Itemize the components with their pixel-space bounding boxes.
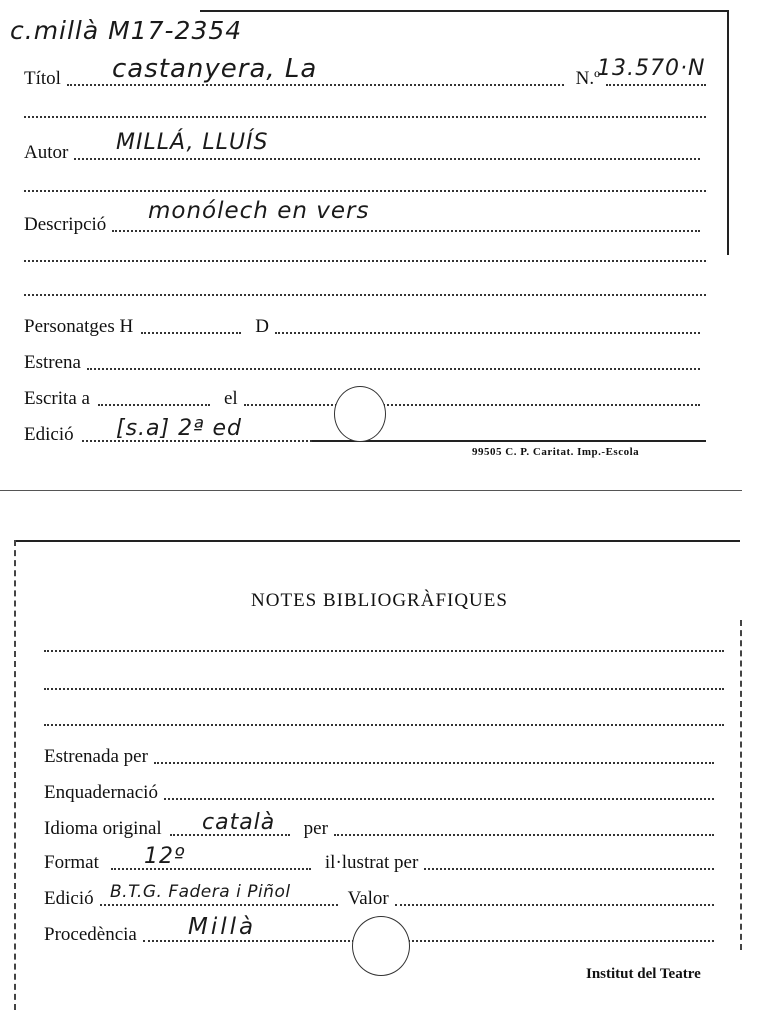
written-el-label: el	[223, 388, 238, 409]
number-line	[606, 84, 706, 86]
title-value: castanyera, La	[112, 54, 318, 84]
language-value: català	[202, 810, 276, 835]
written-date-line	[244, 404, 700, 406]
author-label: Autor	[24, 142, 69, 163]
number-value: 13.570·N	[597, 56, 706, 81]
title-label: Títol	[24, 68, 61, 89]
edition-value: [s.a] 2ª ed	[116, 416, 242, 441]
format-value: 12º	[144, 844, 186, 869]
punch-hole	[334, 386, 386, 442]
premiere-row	[24, 348, 706, 374]
written-label: Escrita a	[24, 388, 90, 409]
edition-solid-line	[312, 440, 706, 442]
format-line	[111, 868, 311, 870]
premiere-label: Estrena	[24, 352, 81, 373]
description-line	[112, 230, 700, 232]
edition-line	[100, 904, 338, 906]
characters-d-line	[275, 332, 700, 334]
catalog-card-back	[0, 520, 759, 1028]
blank-line	[24, 116, 706, 118]
edition-label: Edició	[44, 888, 94, 909]
card-right-border	[727, 10, 729, 255]
number-label: N.º	[575, 68, 600, 89]
binding-row	[44, 778, 720, 804]
illustrated-label: il·lustrat per	[324, 852, 419, 873]
characters-d-label: D	[255, 316, 269, 337]
binding-line	[164, 798, 714, 800]
provenance-label: Procedència	[44, 924, 137, 945]
language-per-label: per	[303, 818, 328, 839]
card-top-border	[200, 10, 728, 12]
value-line	[395, 904, 714, 906]
premiere-line	[87, 368, 700, 370]
catalog-card-front	[0, 0, 759, 492]
call-number: c.millà M17-2354	[10, 16, 243, 45]
value-label: Valor	[347, 888, 389, 909]
edition-label: Edició	[24, 424, 74, 445]
binding-label: Enquadernació	[44, 782, 158, 803]
blank-line	[44, 724, 724, 726]
description-value: monólech en vers	[148, 198, 370, 224]
characters-h-line	[141, 332, 241, 334]
language-label: Idioma original	[44, 818, 162, 839]
description-label: Descripció	[24, 214, 107, 235]
characters-label: Personatges H	[24, 316, 134, 337]
printer-credit: 99505 C. P. Caritat. Imp.-Escola	[472, 446, 640, 458]
provenance-line	[143, 940, 714, 942]
blank-line	[24, 294, 706, 296]
blank-line	[24, 190, 706, 192]
premiered-by-row	[44, 742, 720, 768]
card-cut-line	[0, 490, 742, 491]
premiered-by-line	[154, 762, 714, 764]
illustrated-line	[424, 868, 714, 870]
card-right-border	[740, 620, 742, 950]
language-per-line	[334, 834, 714, 836]
punch-hole	[352, 916, 410, 976]
card-top-border	[16, 540, 740, 542]
premiered-by-label: Estrenada per	[44, 746, 148, 767]
title-line	[67, 84, 564, 86]
author-line	[74, 158, 700, 160]
characters-row	[24, 312, 706, 338]
institution-credit: Institut del Teatre	[586, 966, 701, 982]
blank-line	[44, 688, 724, 690]
format-label: Format	[44, 852, 99, 873]
notes-heading: NOTES BIBLIOGRÀFIQUES	[251, 590, 508, 611]
provenance-value: Millà	[188, 914, 257, 940]
edition-value: B.T.G. Fadera i Piñol	[110, 882, 291, 902]
author-value: MILLÁ, LLUÍS	[116, 130, 269, 155]
written-place-line	[98, 404, 210, 406]
blank-line	[24, 260, 706, 262]
language-row	[44, 814, 720, 840]
blank-line	[44, 650, 724, 652]
